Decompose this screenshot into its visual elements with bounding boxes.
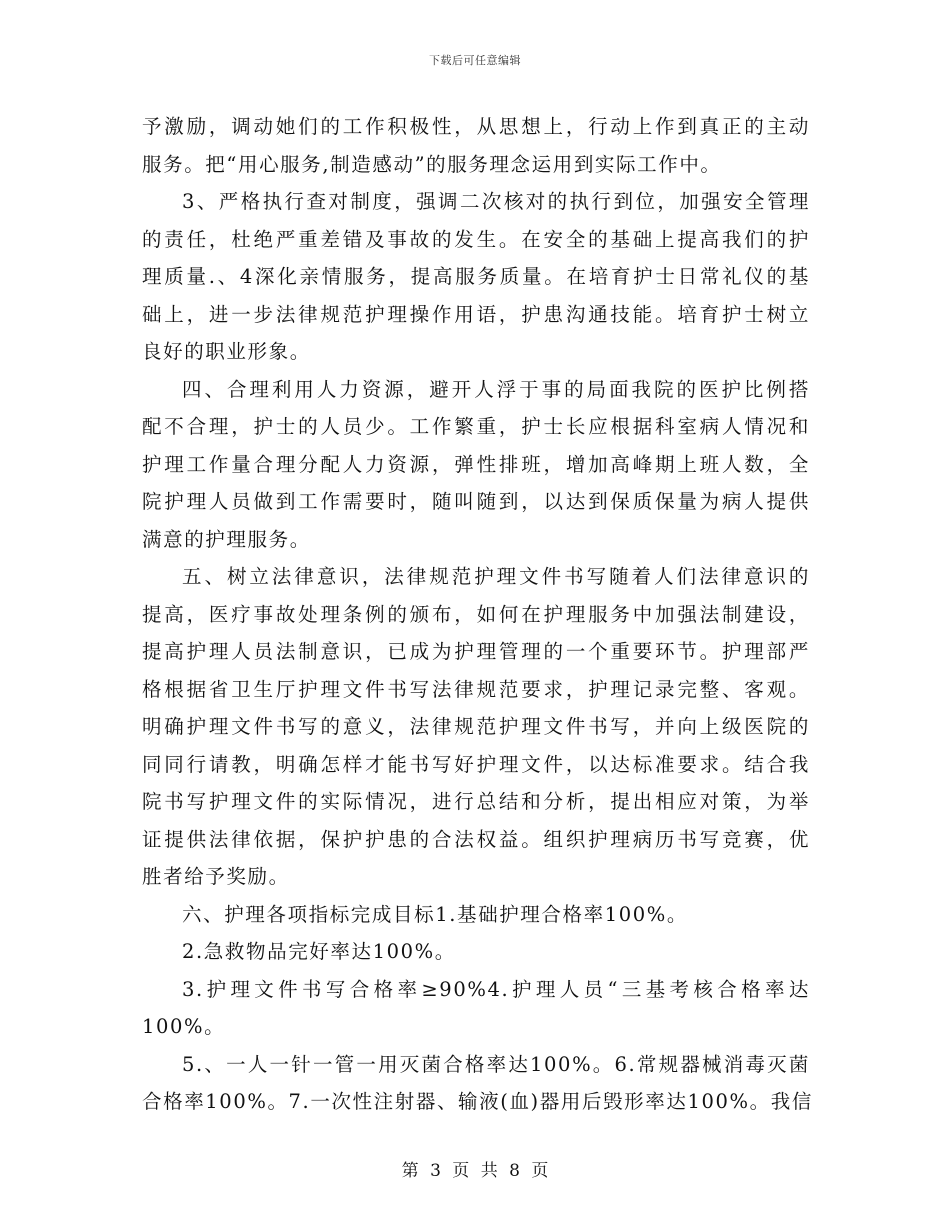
text-line: 胜者给予奖励。 [142, 865, 290, 888]
text-line: 的责任，杜绝严重差错及事故的发生。在安全的基础上提高我们的护 [142, 227, 810, 251]
text-line: 提高，医疗事故处理条例的颁布，如何在护理服务中加强法制建设， [142, 602, 810, 626]
text-line: 理质量.、4深化亲情服务，提高服务质量。在培育护士日常礼仪的基 [142, 265, 810, 288]
text-line: 予激励，调动她们的工作积极性，从思想上，行动上作到真正的主动 [142, 115, 810, 138]
text-line: 院书写护理文件的实际情况，进行总结和分析，提出相应对策，为举 [142, 790, 810, 813]
page-number: 第 3 页 共 8 页 [401, 1161, 549, 1181]
paragraph-start-line: 2.急救物品完好率达100%。 [182, 940, 456, 963]
paragraph-start-line: 六、护理各项指标完成目标1.基础护理合格率100%。 [182, 902, 688, 926]
text-line: 合格率100%。7.一次性注射器、输液(血)器用后毁形率达100%。我信 [142, 1090, 813, 1113]
text-line: 配不合理，护士的人员少。工作繁重，护士长应根据科室病人情况和 [142, 415, 810, 438]
text-line: 院护理人员做到工作需要时，随叫随到，以达到保质保量为病人提供 [142, 490, 810, 513]
text-line: 良好的职业形象。 [142, 340, 311, 363]
text-line: 础上，进一步法律规范护理操作用语，护患沟通技能。培育护士树立 [142, 302, 810, 326]
document-body [142, 108, 813, 1121]
text-line: 格根据省卫生厅护理文件书写法律规范要求，护理记录完整、客观。 [142, 677, 810, 701]
text-line: 100%。 [142, 1015, 226, 1038]
text-line: 护理工作量合理分配人力资源，弹性排班，增加高峰期上班人数，全 [142, 452, 810, 476]
text-line: 服务。把“用心服务,制造感动”的服务理念运用到实际工作中。 [142, 152, 722, 176]
text-line: 同同行请教，明确怎样才能书写好护理文件，以达标准要求。结合我 [142, 752, 810, 776]
text-line: 提高护理人员法制意识，已成为护理管理的一个重要环节。护理部严 [142, 640, 810, 663]
paragraph-start-line: 五、树立法律意识，法律规范护理文件书写随着人们法律意识的 [182, 565, 810, 588]
page-header: 下载后可任意编辑 [429, 54, 521, 67]
paragraph-start-line: 3.护理文件书写合格率≥90%4.护理人员“三基考核合格率达 [182, 977, 810, 1001]
paragraph-start-line: 5.、一人一针一管一用灭菌合格率达100%。6.常规器械消毒灭菌 [182, 1052, 810, 1076]
text-line: 明确护理文件书写的意义，法律规范护理文件书写，并向上级医院的 [142, 715, 810, 738]
text-line: 证提供法律依据，保护护患的合法权益。组织护理病历书写竞赛，优 [142, 827, 810, 851]
paragraph-start-line: 3、严格执行查对制度，强调二次核对的执行到位，加强安全管理 [182, 190, 810, 213]
paragraph-start-line: 四、合理利用人力资源，避开人浮于事的局面我院的医护比例搭 [182, 377, 810, 401]
text-line: 满意的护理服务。 [142, 527, 311, 551]
